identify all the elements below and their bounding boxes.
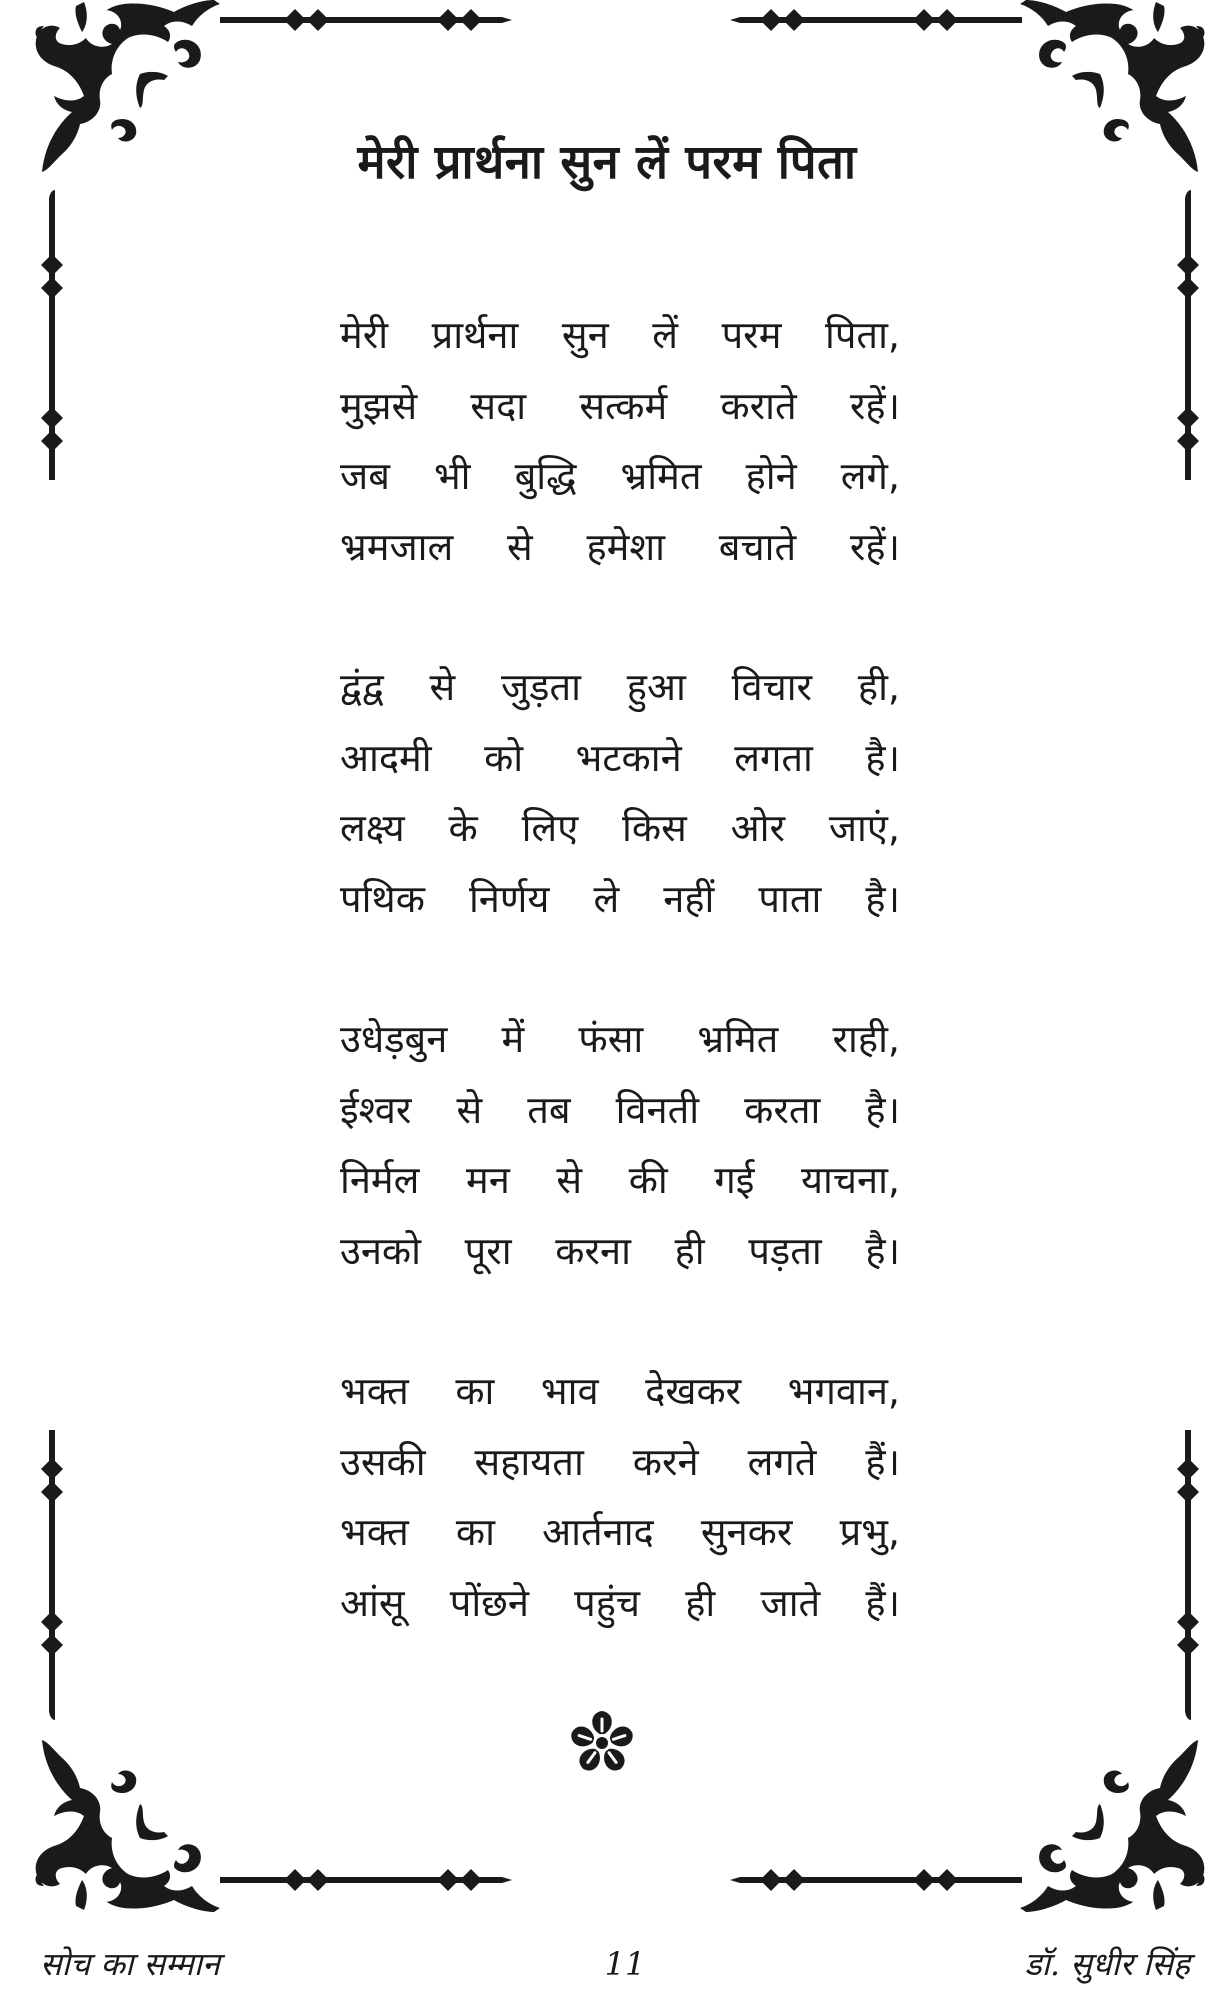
poem-line: मेरी प्रार्थना सुन लें परम पिता, bbox=[340, 313, 900, 357]
top-right-rule bbox=[728, 8, 1023, 32]
poem-line: उधेड़बुन में फंसा भ्रमित राही, bbox=[340, 1017, 900, 1061]
bottom-left-rule bbox=[220, 1868, 515, 1892]
poem-title: मेरी प्रार्थना सुन लें परम पिता bbox=[357, 135, 857, 190]
poem-line: ईश्वर से तब विनती करता है। bbox=[340, 1087, 900, 1132]
right-upper-rule bbox=[1176, 190, 1200, 482]
poem-body bbox=[340, 300, 900, 1638]
page-number: 11 bbox=[604, 1945, 646, 1983]
poem-line: भ्रमजाल से हमेशा बचाते रहें। bbox=[340, 524, 900, 569]
left-lower-rule bbox=[40, 1430, 64, 1722]
footer-book-title: सोच का सम्मान bbox=[40, 1945, 220, 1983]
corner-ornament-bottom-right bbox=[1018, 1732, 1208, 1912]
poem-line: द्वंद्व से जुड़ता हुआ विचार ही, bbox=[340, 665, 900, 709]
poem-line: निर्मल मन से की गई याचना, bbox=[340, 1158, 900, 1202]
right-lower-rule bbox=[1176, 1430, 1200, 1722]
stanza-divider bbox=[340, 1286, 900, 1356]
stanza-2 bbox=[340, 652, 900, 934]
flower-icon bbox=[568, 1709, 636, 1777]
corner-ornament-bottom-left bbox=[32, 1732, 222, 1912]
poem-line: भक्त का आर्तनाद सुनकर प्रभु, bbox=[340, 1510, 900, 1554]
poem-line: आदमी को भटकाने लगता है। bbox=[340, 735, 900, 780]
stanza-divider bbox=[340, 934, 900, 1004]
poem-line: पथिक निर्णय ले नहीं पाता है। bbox=[340, 876, 900, 921]
poem-line: उनको पूरा करना ही पड़ता है। bbox=[340, 1228, 900, 1273]
stanza-3 bbox=[340, 1004, 900, 1286]
poem-line: जब भी बुद्धि भ्रमित होने लगे, bbox=[340, 454, 900, 498]
stanza-divider bbox=[340, 582, 900, 652]
poem-line: भक्त का भाव देखकर भगवान, bbox=[340, 1369, 900, 1413]
poem-line: लक्ष्य के लिए किस ओर जाएं, bbox=[340, 806, 900, 850]
bottom-right-rule bbox=[728, 1868, 1023, 1892]
poem-line: उसकी सहायता करने लगते हैं। bbox=[340, 1439, 900, 1484]
stanza-4 bbox=[340, 1356, 900, 1638]
poem-line: आंसू पोंछने पहुंच ही जाते हैं। bbox=[340, 1580, 900, 1625]
poem-line: मुझसे सदा सत्कर्म कराते रहें। bbox=[340, 383, 900, 428]
left-upper-rule bbox=[40, 190, 64, 482]
top-left-rule bbox=[220, 8, 515, 32]
stanza-1 bbox=[340, 300, 900, 582]
footer-author: डॉ. सुधीर सिंह bbox=[1024, 1945, 1190, 1983]
